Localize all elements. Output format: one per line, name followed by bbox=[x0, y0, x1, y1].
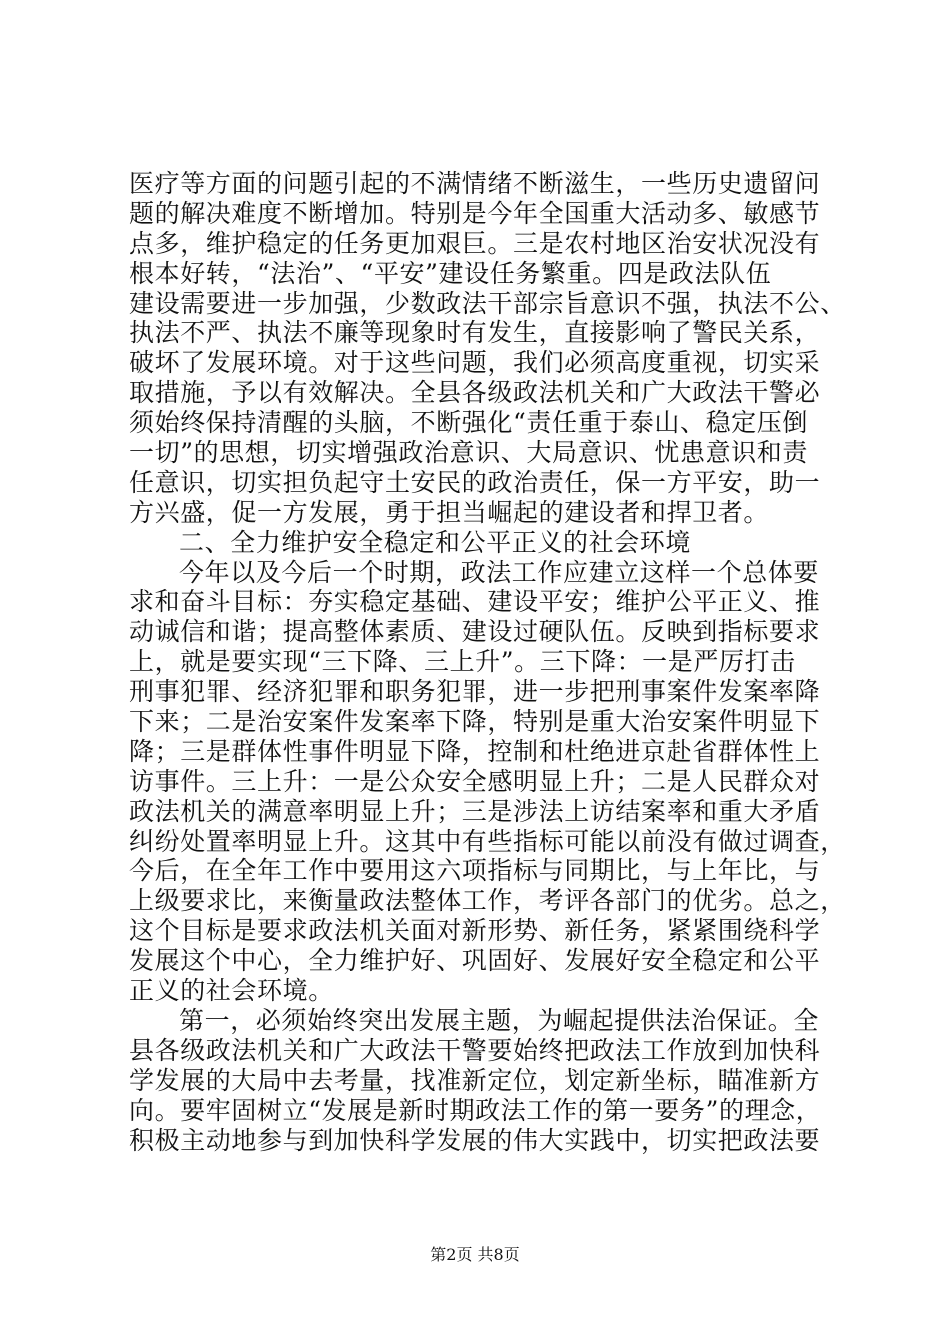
page-footer bbox=[0, 1245, 950, 1265]
text-line: 动诚信和谐；提高整体素质、建设过硬队伍。反映到指标要求 bbox=[129, 617, 821, 647]
text-line: 执法不严、执法不廉等现象时有发生，直接影响了警民关系， bbox=[129, 318, 821, 348]
text-line: 积极主动地参与到加快科学发展的伟大实践中，切实把政法要 bbox=[129, 1125, 821, 1155]
text-line: 发展这个中心，全力维护好、巩固好、发展好安全稳定和公平 bbox=[129, 946, 821, 976]
paragraph-first-line: 今年以及今后一个时期，政法工作应建立这样一个总体要 bbox=[179, 557, 820, 587]
text-line: 纠纷处置率明显上升。这其中有些指标可能以前没有做过调查， bbox=[129, 826, 846, 856]
section-heading: 二、全力维护安全稳定和公平正义的社会环境 bbox=[179, 527, 692, 557]
text-line: 题的解决难度不断增加。特别是今年全国重大活动多、敏感节 bbox=[129, 198, 821, 228]
text-line: 学发展的大局中去考量，找准新定位，划定新坐标，瞄准新方 bbox=[129, 1065, 821, 1095]
body-text bbox=[129, 169, 846, 1155]
text-line: 降；三是群体性事件明显下降，控制和杜绝进京赴省群体性上 bbox=[129, 736, 821, 766]
text-line: 上级要求比，来衡量政法整体工作，考评各部门的优劣。总之， bbox=[129, 886, 846, 916]
text-line: 这个目标是要求政法机关面对新形势、新任务，紧紧围绕科学 bbox=[129, 916, 821, 946]
text-line: 向。要牢固树立“发展是新时期政法工作的第一要务”的理念， bbox=[129, 1095, 822, 1125]
text-line: 点多，维护稳定的任务更加艰巨。三是农村地区治安状况没有 bbox=[129, 228, 821, 258]
text-line: 访事件。三上升：一是公众安全感明显上升；二是人民群众对 bbox=[129, 766, 821, 796]
text-line: 建设需要进一步加强，少数政法干部宗旨意识不强，执法不公、 bbox=[129, 288, 846, 318]
text-line: 上，就是要实现“三下降、三上升”。三下降：一是严厉打击 bbox=[129, 647, 796, 677]
text-line: 一切”的思想，切实增强政治意识、大局意识、忧患意识和责 bbox=[129, 438, 808, 468]
text-line: 根本好转，“法治”、“平安”建设任务繁重。四是政法队伍 bbox=[129, 258, 772, 288]
page-number: 第2页 共8页 bbox=[430, 1245, 520, 1264]
text-line: 任意识，切实担负起守土安民的政治责任，保一方平安，助一 bbox=[129, 467, 821, 497]
text-line: 县各级政法机关和广大政法干警要始终把政法工作放到加快科 bbox=[129, 1035, 821, 1065]
text-line: 方兴盛，促一方发展，勇于担当崛起的建设者和捍卫者。 bbox=[129, 497, 770, 527]
text-line: 破坏了发展环境。对于这些问题，我们必须高度重视，切实采 bbox=[129, 348, 821, 378]
text-line: 求和奋斗目标：夯实稳定基础、建设平安；维护公平正义、推 bbox=[129, 587, 821, 617]
text-line: 刑事犯罪、经济犯罪和职务犯罪，进一步把刑事案件发案率降 bbox=[129, 677, 821, 707]
text-line: 今后，在全年工作中要用这六项指标与同期比，与上年比，与 bbox=[129, 856, 821, 886]
text-line: 政法机关的满意率明显上升；三是涉法上访结案率和重大矛盾 bbox=[129, 796, 821, 826]
text-line: 取措施，予以有效解决。全县各级政法机关和广大政法干警必 bbox=[129, 378, 821, 408]
text-line: 须始终保持清醒的头脑，不断强化“责任重于泰山、稳定压倒 bbox=[129, 408, 808, 438]
text-line: 正义的社会环境。 bbox=[129, 976, 334, 1006]
paragraph-first-line: 第一，必须始终突出发展主题，为崛起提供法治保证。全 bbox=[179, 1005, 820, 1035]
text-line: 下来；二是治安案件发案率下降，特别是重大治安案件明显下 bbox=[129, 707, 821, 737]
text-line: 医疗等方面的问题引起的不满情绪不断滋生，一些历史遗留问 bbox=[129, 169, 821, 198]
